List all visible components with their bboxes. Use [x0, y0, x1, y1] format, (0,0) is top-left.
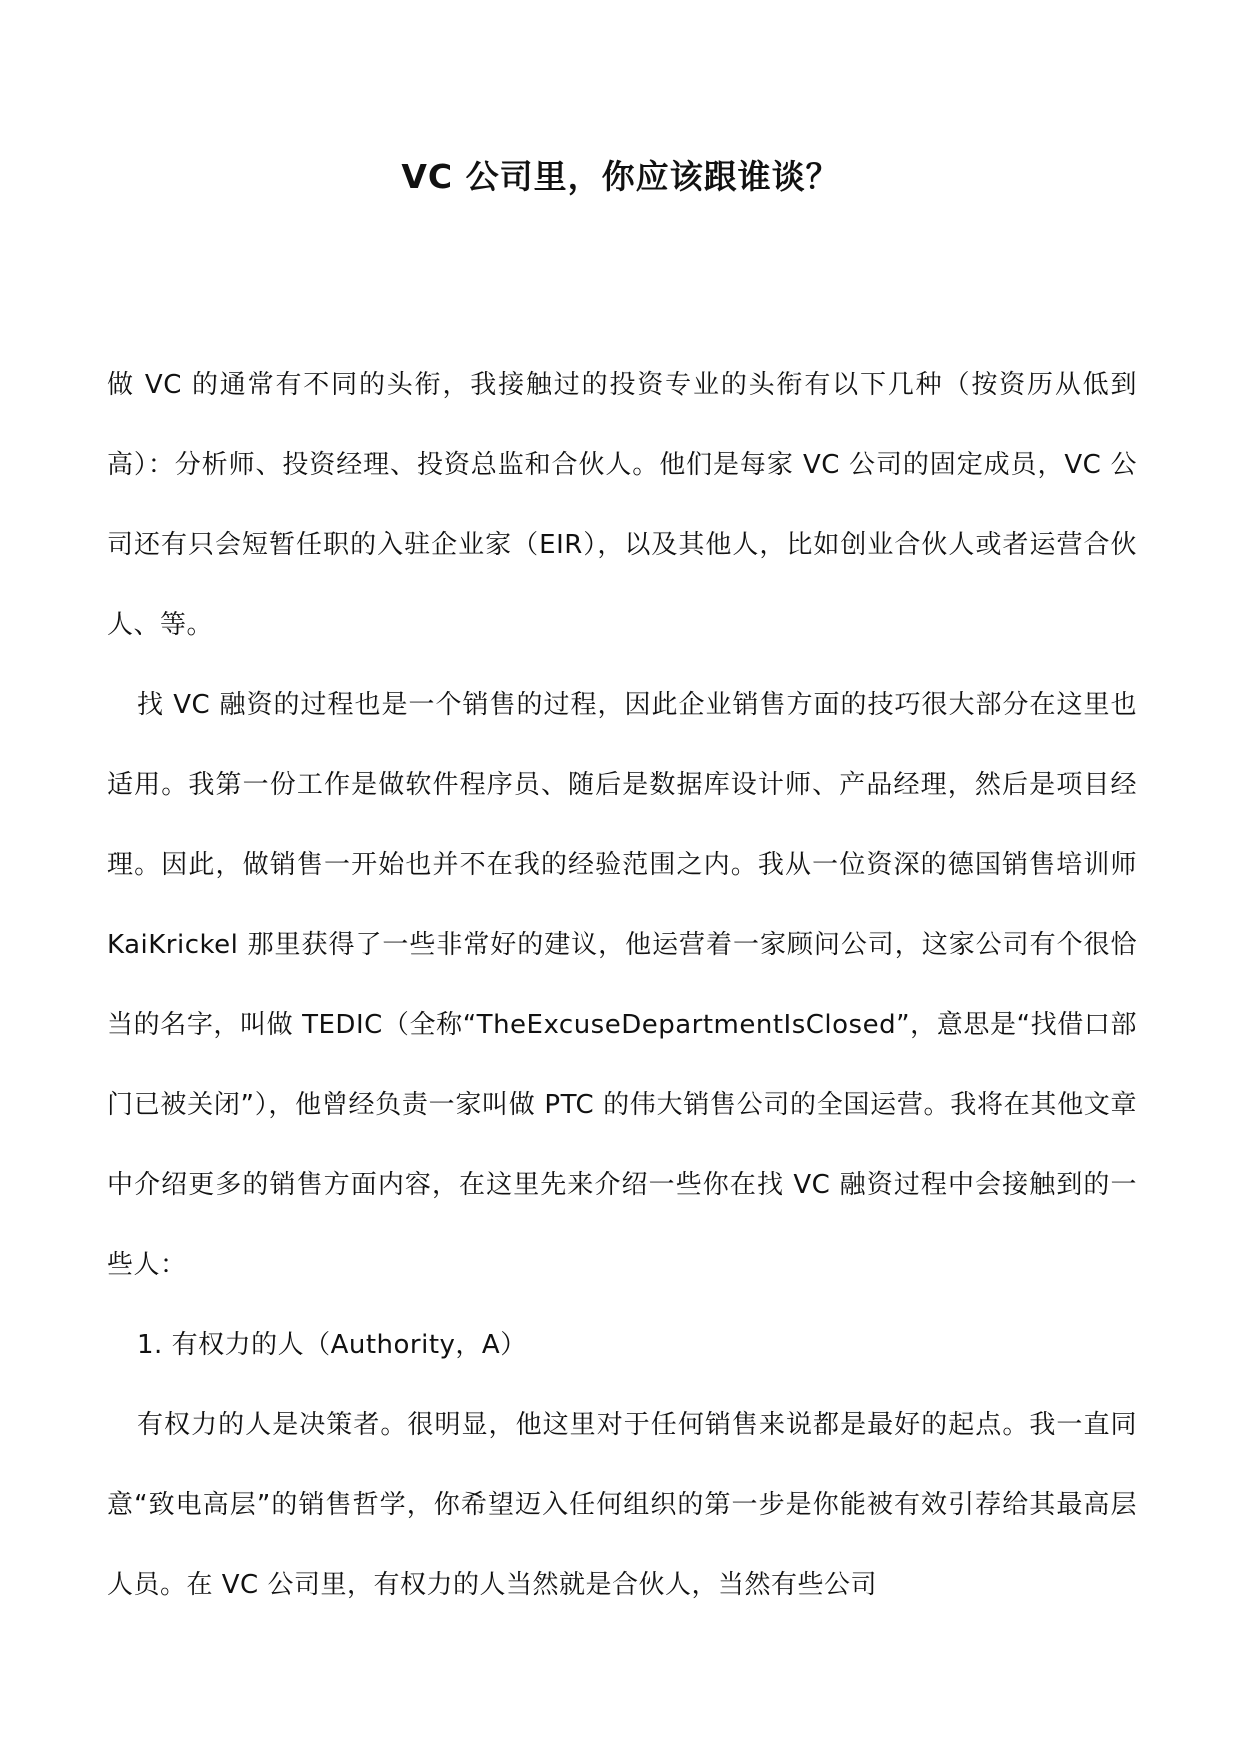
- document-body: [107, 345, 1137, 1625]
- section-heading-authority: 1. 有权力的人（Authority，A）: [137, 1330, 527, 1360]
- paragraph-sales-process: 找 VC 融资的过程也是一个销售的过程，因此企业销售方面的技巧很大部分在这里也适用。我第一份工作是做软件程序员、随后是数据库设计师、产品经理，然后是项目经理。因此，做销售一开始也并不在我的经验范围之内。我从一位资深的德国销售培训师 KaiKrickel 那里获得了一些非常好的建议，他运营着一家顾问公司，这家公司有个很恰当的名字，叫做 TEDIC（全称“TheExcuseDepartmentIsClosed”，意思是“找借口部门已被关闭”），他曾经负责一家叫做 PTC 的伟大销售公司的全国运营。我将在其他文章中介绍更多的销售方面内容，在这里先来介绍一些你在找 VC 融资过程中会接触到的一些人：: [107, 690, 1137, 1280]
- document-title: VC 公司里，你应该跟谁谈？: [401, 157, 840, 196]
- paragraph-job-titles: 做 VC 的通常有不同的头衔，我接触过的投资专业的头衔有以下几种（按资历从低到高）：分析师、投资经理、投资总监和合伙人。他们是每家 VC 公司的固定成员，VC 公司还有只会短暂任职的入驻企业家（EIR），以及其他人，比如创业合伙人或者运营合伙人、等。: [107, 370, 1137, 640]
- paragraph-authority: 有权力的人是决策者。很明显，他这里对于任何销售来说都是最好的起点。我一直同意“致电高层”的销售哲学，你希望迈入任何组织的第一步是你能被有效引荐给其最高层人员。在 VC 公司里，有权力的人当然就是合伙人，当然有些公司: [107, 1410, 1137, 1600]
